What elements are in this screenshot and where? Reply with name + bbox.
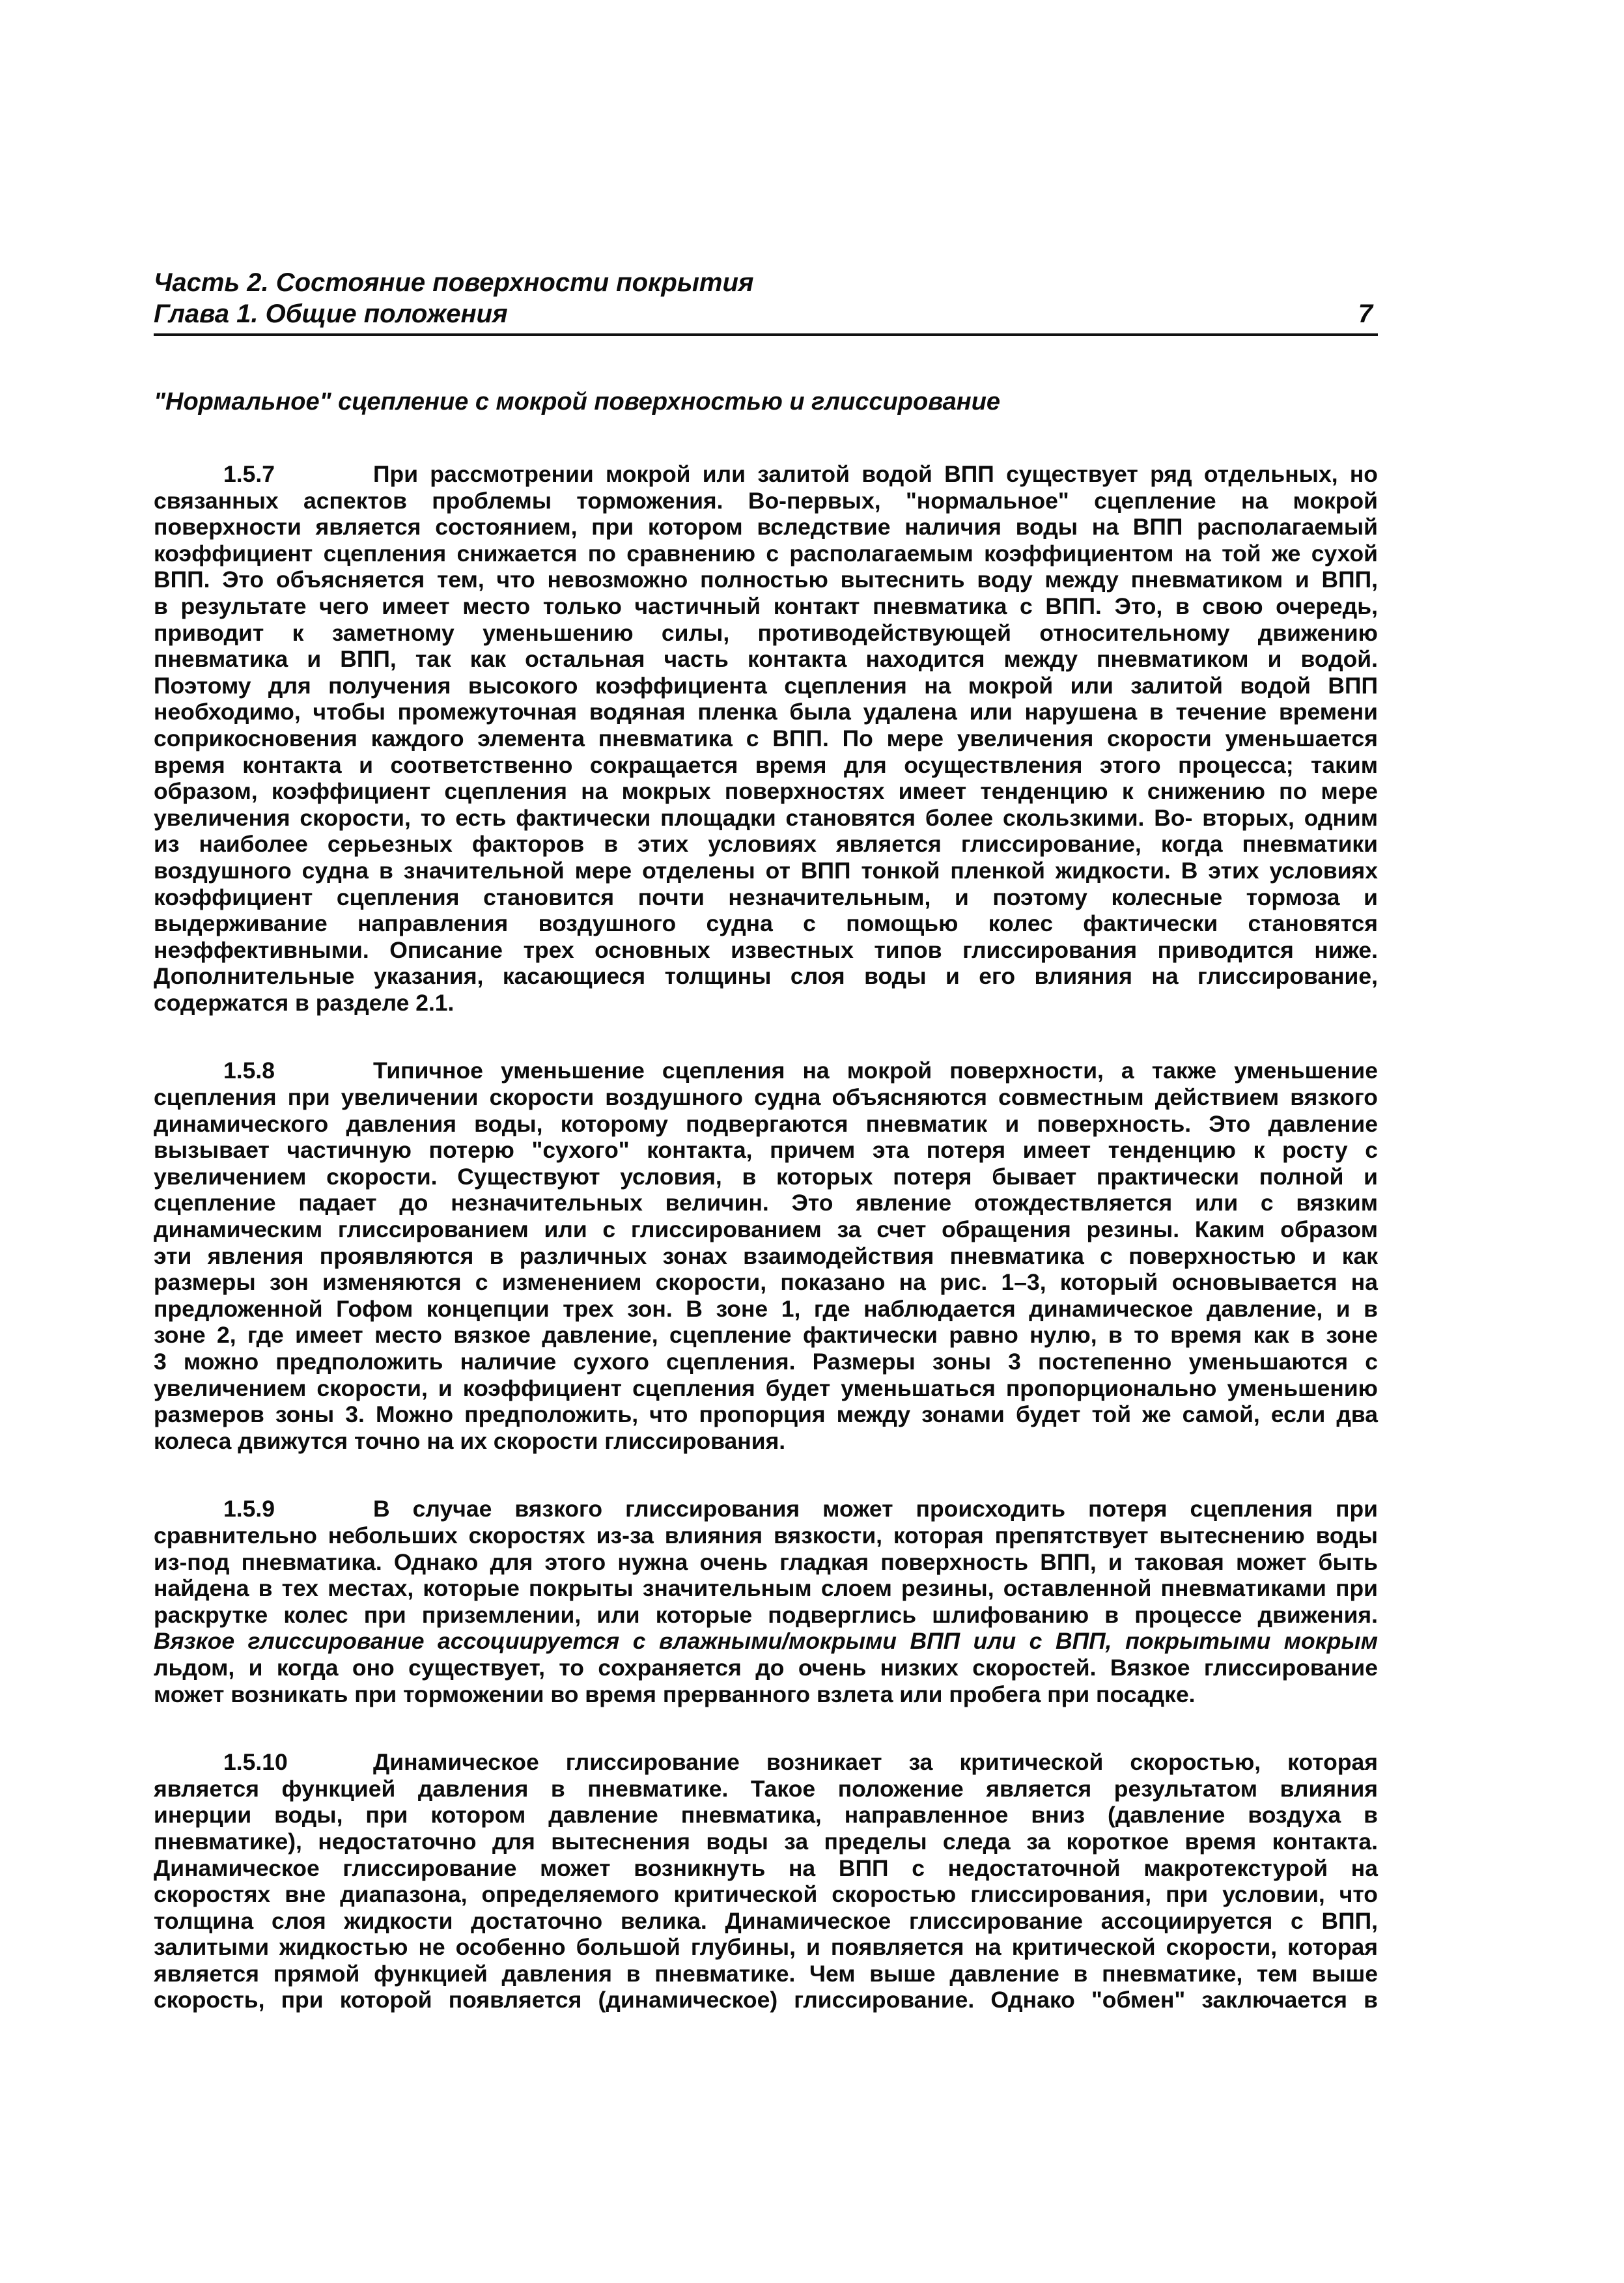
paragraph xyxy=(154,1496,1378,1707)
text-line: пневматике), недостаточно для вытеснения воды за пределы следа за короткое время контакта. xyxy=(154,1828,1378,1855)
text-line: коэффициент сцепления снижается по сравнению с располагаемым коэффициентом на той же сухой xyxy=(154,540,1378,567)
text-line: колеса движутся точно на их скорости глиссирования. xyxy=(154,1427,786,1454)
text-line: увеличением скорости, и коэффициент сцепления будет уменьшаться пропорционально уменьшению xyxy=(154,1375,1378,1401)
paragraph xyxy=(154,1057,1378,1454)
text-line: пневматика и ВПП, так как остальная часть контакта находится между пневматиком и водой. xyxy=(154,646,1378,673)
text-line: может возникать при торможении во время прерванного взлета или пробега при посадке. xyxy=(154,1681,1196,1707)
paragraph-first-line xyxy=(154,1749,1378,1776)
paragraph-number: 1.5.8 xyxy=(223,1057,275,1084)
paragraph-number: 1.5.10 xyxy=(223,1749,288,1776)
text-line: скорость, при которой появляется (динамическое) глиссирование. Однако "обмен" заключается в xyxy=(154,1987,1378,2013)
text-line: предложенной Гофом концепции трех зон. В зоне 1, где наблюдается динамическое давление, и в xyxy=(154,1295,1378,1322)
text-line: увеличением скорости. Существуют условия, в которых потеря бывает практически полной и xyxy=(154,1163,1378,1190)
text-line: вызывает частичную потерю "сухого" контакта, причем эта потеря имеет тенденцию к росту с xyxy=(154,1137,1378,1164)
text-line: сцепление падает до незначительных величин. Это явление отождествляется или с вязким xyxy=(154,1190,1378,1216)
text-line: размеры зон изменяются с изменением скорости, показано на рис. 1–3, который основывается на xyxy=(154,1269,1378,1296)
text-line: сравнительно небольших скоростях из-за влияния вязкости, которая препятствует вытеснению воды xyxy=(154,1522,1378,1548)
text-line: образом, коэффициент сцепления на мокрых поверхностях имеет тенденцию к снижению по мере xyxy=(154,778,1378,805)
text-line: раскрутке колес при приземлении, или которые подверглись шлифованию в процессе движения. xyxy=(154,1601,1378,1628)
text-line: Вязкое глиссирование ассоциируется с влажными/мокрыми ВПП или с ВПП, покрытыми мокрым xyxy=(154,1628,1378,1655)
paragraph-first-line xyxy=(154,1496,1378,1522)
text-line: эти явления проявляются в различных зонах взаимодействия пневматика с поверхностью и как xyxy=(154,1242,1378,1269)
body-text xyxy=(154,461,1378,2013)
text-line: приводит к заметному уменьшению силы, противодействующей относительному движению xyxy=(154,619,1378,646)
section-title: "Нормальное" сцепление с мокрой поверхностью и глиссирование xyxy=(154,388,1001,415)
text-line: динамическим глиссированием или с глиссированием за счет обращения резины. Каким образом xyxy=(154,1216,1378,1243)
text-line: сцепления при увеличении скорости воздушного судна объясняются совместным действием вязкого xyxy=(154,1084,1378,1111)
text-line: поверхности является состоянием, при котором вследствие наличия воды на ВПП располагаемый xyxy=(154,514,1378,540)
page-number: 7 xyxy=(1358,300,1373,328)
paragraph-number: 1.5.9 xyxy=(223,1496,275,1522)
paragraph-lead-text: Типичное уменьшение сцепления на мокрой поверхности, а также уменьшение xyxy=(373,1057,1378,1084)
paragraph-lead-text: В случае вязкого глиссирования может происходить потеря сцепления при xyxy=(373,1496,1378,1522)
text-line: зоне 2, где имеет место вязкое давление, сцепление фактически равно нулю, в то время как в зоне xyxy=(154,1322,1378,1349)
text-line: Поэтому для получения высокого коэффициента сцепления на мокрой или залитой водой ВПП xyxy=(154,672,1378,699)
text-line: залитыми жидкостью не особенно большой глубины, и появляется на критической скорости, которая xyxy=(154,1934,1378,1961)
paragraph-lead-text: При рассмотрении мокрой или залитой водой ВПП существует ряд отдельных, но xyxy=(373,461,1378,487)
text-line: толщина слоя жидкости достаточно велика. Динамическое глиссирование ассоциируется с ВПП, xyxy=(154,1907,1378,1934)
paragraph xyxy=(154,1749,1378,2013)
text-line: найдена в тех местах, которые покрыты значительным слоем резины, оставленной пневматиками при xyxy=(154,1575,1378,1602)
text-line: увеличения скорости, то есть фактически площадки становятся более скользкими. Во- вторых, одним xyxy=(154,804,1378,831)
paragraph-first-line xyxy=(154,1057,1378,1084)
text-line: время контакта и соответственно сокращается время для осуществления этого процесса; таким xyxy=(154,751,1378,778)
text-line: в результате чего имеет место только частичный контакт пневматика с ВПП. Это, в свою очередь, xyxy=(154,593,1378,619)
text-line: является прямой функцией давления в пневматике. Чем выше давление в пневматике, тем выше xyxy=(154,1960,1378,1987)
text-line: соприкосновения каждого элемента пневматика с ВПП. По мере увеличения скорости уменьшается xyxy=(154,725,1378,751)
text-line: выдерживание направления воздушного судна с помощью колес фактически становятся xyxy=(154,910,1378,937)
running-header xyxy=(154,267,1378,336)
text-line: связанных аспектов проблемы торможения. Во-первых, "нормальное" сцепление на мокрой xyxy=(154,487,1378,514)
paragraph-number: 1.5.7 xyxy=(223,461,275,487)
text-line: размеров зоны 3. Можно предположить, что пропорция между зонами будет той же самой, если два xyxy=(154,1401,1378,1428)
text-line: из наиболее серьезных факторов в этих условиях является глиссирование, когда пневматики xyxy=(154,831,1378,858)
paragraph-first-line xyxy=(154,461,1378,488)
paragraph-lead-text: Динамическое глиссирование возникает за критической скоростью, которая xyxy=(373,1749,1378,1776)
text-line: динамического давления воды, которому подвергаются пневматик и поверхность. Это давление xyxy=(154,1110,1378,1137)
text-line: воздушного судна в значительной мере отделены от ВПП тонкой пленкой жидкости. В этих условиях xyxy=(154,857,1378,884)
header-part-title: Часть 2. Состояние поверхности покрытия xyxy=(154,268,754,297)
paragraph xyxy=(154,461,1378,1016)
text-line: скоростях вне диапазона, определяемого критической скоростью глиссирования, при условии, что xyxy=(154,1881,1378,1908)
document-page xyxy=(154,267,1378,2013)
text-line: ВПП. Это объясняется тем, что невозможно полностью вытеснить воду между пневматиком и ВПП, xyxy=(154,567,1378,593)
text-line: содержатся в разделе 2.1. xyxy=(154,989,455,1016)
text-line: Динамическое глиссирование может возникнуть на ВПП с недостаточной макротекстурой на xyxy=(154,1855,1378,1881)
text-line: инерции воды, при котором давление пневматика, направленное вниз (давление воздуха в xyxy=(154,1802,1378,1828)
text-line: из-под пневматика. Однако для этого нужна очень гладкая поверхность ВПП, и таковая может быть xyxy=(154,1548,1378,1575)
text-line: 3 можно предположить наличие сухого сцепления. Размеры зоны 3 постепенно уменьшаются с xyxy=(154,1349,1378,1375)
text-line: Дополнительные указания, касающиеся толщины слоя воды и его влияния на глиссирование, xyxy=(154,963,1378,990)
text-line: льдом, и когда оно существует, то сохраняется до очень низких скоростей. Вязкое глиссирование xyxy=(154,1654,1378,1681)
text-line: необходимо, чтобы промежуточная водяная пленка была удалена или нарушена в течение времени xyxy=(154,699,1378,725)
header-chapter-title: Глава 1. Общие положения xyxy=(154,300,508,328)
text-line: коэффициент сцепления становится почти незначительным, и поэтому колесные тормоза и xyxy=(154,884,1378,910)
text-line: является функцией давления в пневматике. Такое положение является результатом влияния xyxy=(154,1775,1378,1802)
text-line: неэффективными. Описание трех основных известных типов глиссирования приводится ниже. xyxy=(154,936,1378,963)
